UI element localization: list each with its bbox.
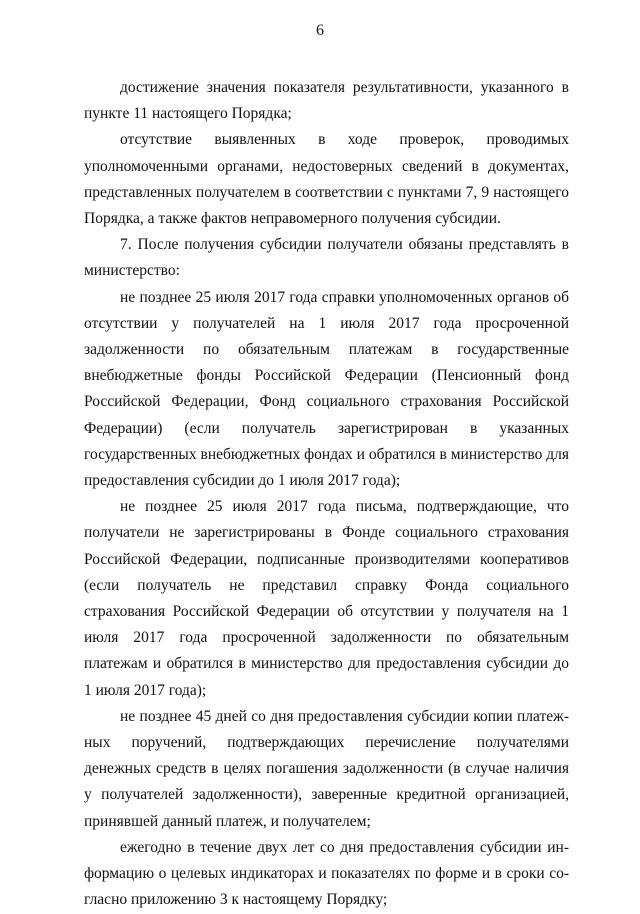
paragraph-clause-7: 7. После получения субсидии получатели обязаны представлять в министерство:	[84, 236, 569, 280]
page-number: 6	[316, 22, 324, 39]
paragraph-letters: не позднее 25 июля 2017 года письма, подтверждающие, что получатели не зарегистрированы в Фонде социального страхования Российской Федерации, подписанные производителями кооперативов (если получатель не представил справку Фонда социального страхования Российской Федерации об отсутствии у получателя на 1 июля 2017 года просроченной задолженности по обязательным платежам и обратился в министерство для предоставления субсидии до 1 июля 2017 года);	[84, 498, 569, 699]
paragraph-no-violations: отсутствие выявленных в ходе проверок, проводимых уполномоченными органами, недостоверных сведений в документах, представленных получателем в соответствии с пунктами 7, 9 настоящего Порядка, а также фактов неправомерного получения субсидии.	[84, 131, 569, 228]
paragraph-payment-orders: не позднее 45 дней со дня предоставления субсидии копии платежных поручений, подтверждающих перечисление получателями денежных средств в целях погашения задолженности (в случае наличия у получателей задолженности), заверенные кредитной организацией, принявшей данный платеж, и получателем;	[84, 707, 569, 830]
paragraph-annual-report: ежегодно в течение двух лет со дня предоставления субсидии информацию о целевых индикаторах и показателях по форме и в сроки согласно приложению 3 к настоящему Порядку;	[84, 838, 569, 909]
document-body	[84, 75, 569, 914]
paragraph-indicator-achievement: достижение значения показателя результативности, указанного в пункте 11 настоящего Порядка;	[84, 79, 569, 123]
paragraph-certificates: не позднее 25 июля 2017 года справки уполномоченных органов об отсутствии у получателей на 1 июля 2017 года просроченной задолженности по обязательным платежам в государственные внебюджетные фонды Российской Федерации (Пенсионный фонд Российской Федерации, Фонд социального страхования Российской Федерации) (если получатель зарегистрирован в указанных государственных внебюджетных фондах и обратился в министерство для предоставления субсидии до 1 июля 2017 года);	[84, 288, 569, 490]
